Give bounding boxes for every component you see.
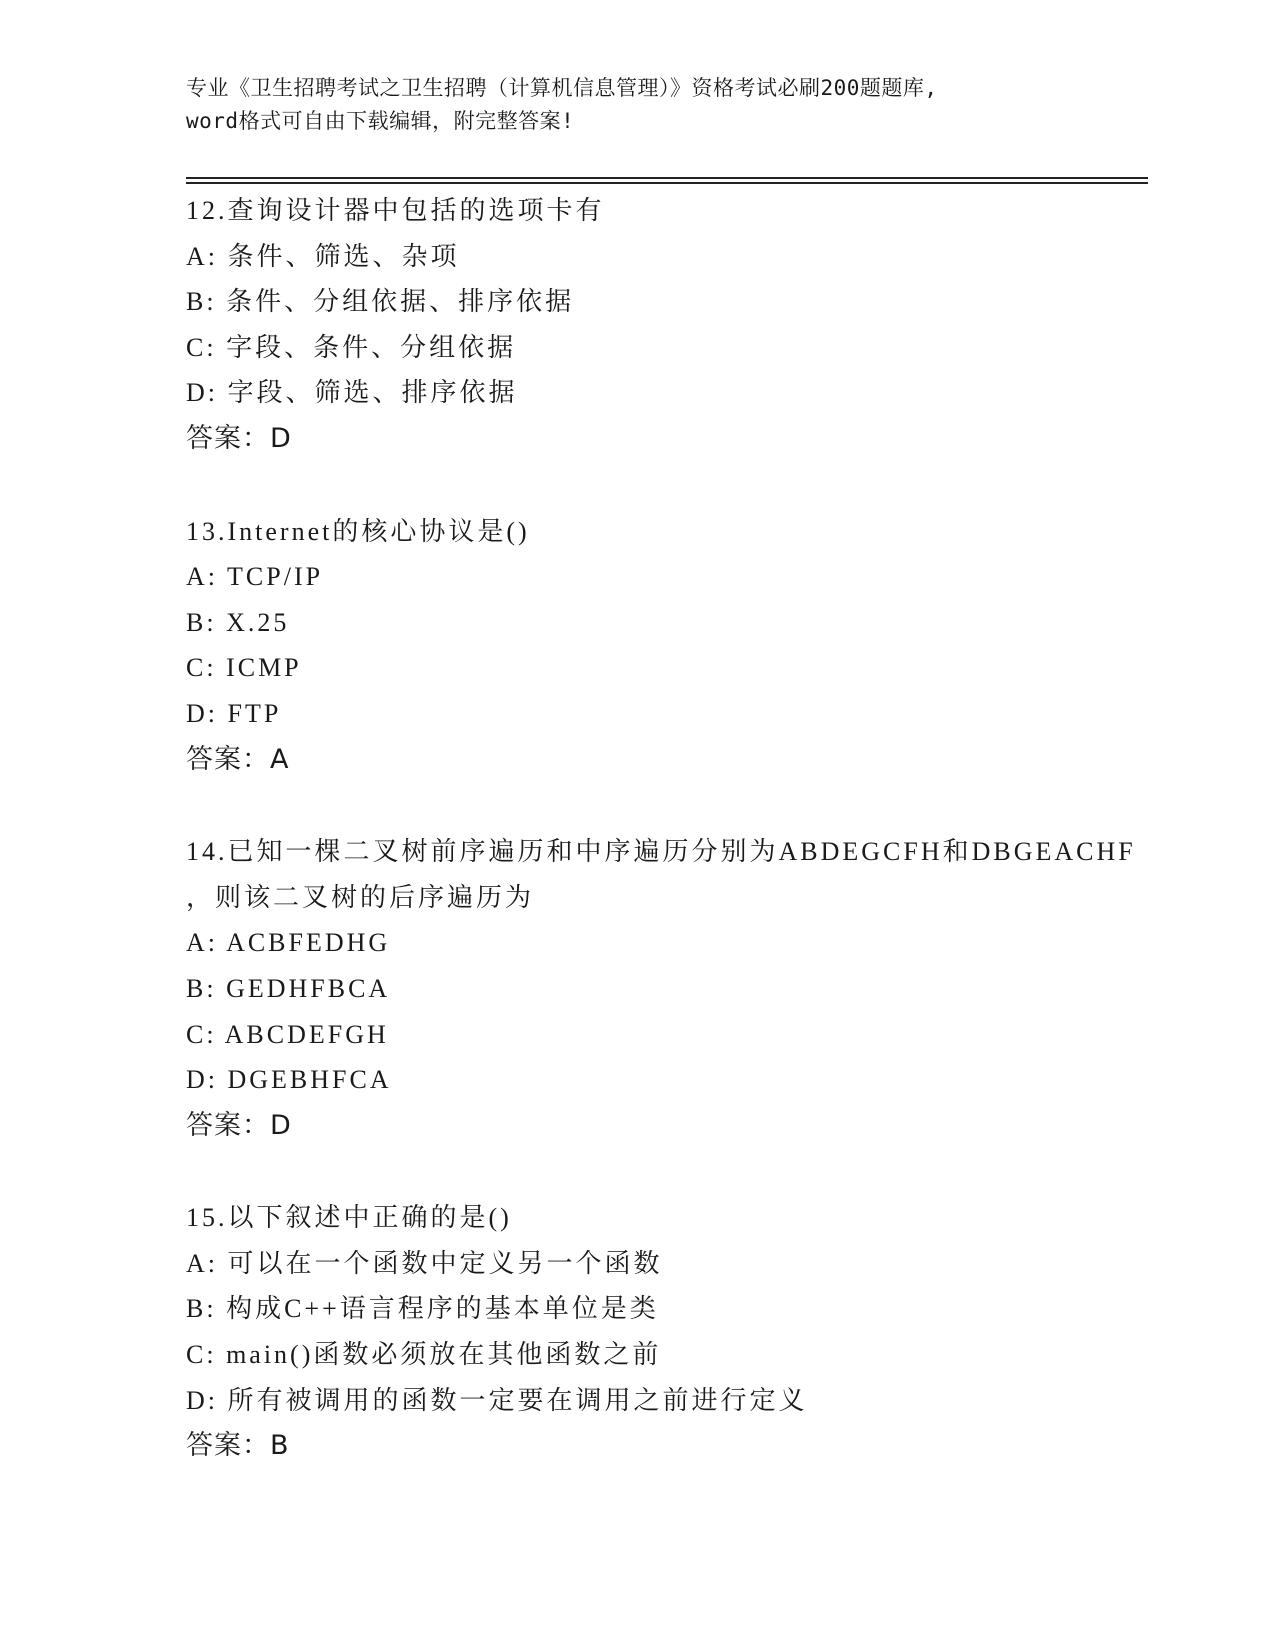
option-d: D: 字段、筛选、排序依据 [186, 378, 518, 408]
question-stem-continued: ，则该二叉树的后序遍历为 [186, 882, 535, 912]
answer-line: 答案：A [186, 743, 290, 775]
question-stem: 12.查询设计器中包括的选项卡有 [186, 196, 605, 225]
question-14 [186, 829, 1146, 1148]
option-c: C: ICMP [186, 653, 302, 683]
answer-line: 答案：B [186, 1430, 290, 1462]
header-divider-bottom [186, 182, 1148, 184]
header-line-2: word格式可自由下载编辑，附完整答案! [186, 109, 575, 133]
option-d: D: DGEBHFCA [186, 1065, 392, 1095]
option-d: D: FTP [186, 698, 282, 728]
question-15 [186, 1195, 1146, 1469]
question-stem: 14.已知一棵二叉树前序遍历和中序遍历分别为ABDEGCFH和DBGEACHF [186, 837, 1136, 867]
question-list [186, 188, 1146, 1516]
option-b: B: 构成C++语言程序的基本单位是类 [186, 1294, 659, 1324]
option-c: C: 字段、条件、分组依据 [186, 332, 517, 362]
question-13 [186, 509, 1146, 783]
option-d: D: 所有被调用的函数一定要在调用之前进行定义 [186, 1385, 808, 1415]
option-a: A: TCP/IP [186, 562, 324, 592]
answer-line: 答案：D [186, 422, 292, 454]
option-c: C: ABCDEFGH [186, 1019, 389, 1049]
option-a: A: 条件、筛选、杂项 [186, 241, 460, 271]
option-a: A: ACBFEDHG [186, 928, 391, 958]
question-stem: 15.以下叙述中正确的是() [186, 1203, 512, 1233]
answer-line: 答案：D [186, 1109, 292, 1141]
header-divider-top [186, 177, 1148, 179]
option-b: B: 条件、分组依据、排序依据 [186, 287, 575, 317]
option-c: C: main()函数必须放在其他函数之前 [186, 1340, 662, 1370]
question-stem: 13.Internet的核心协议是() [186, 516, 530, 546]
option-a: A: 可以在一个函数中定义另一个函数 [186, 1248, 663, 1278]
option-b: B: X.25 [186, 607, 290, 637]
option-b: B: GEDHFBCA [186, 973, 391, 1003]
document-header [186, 72, 1086, 138]
header-line-1: 专业《卫生招聘考试之卫生招聘（计算机信息管理）》资格考试必刷200题题库, [186, 76, 938, 100]
question-12 [186, 188, 1146, 462]
